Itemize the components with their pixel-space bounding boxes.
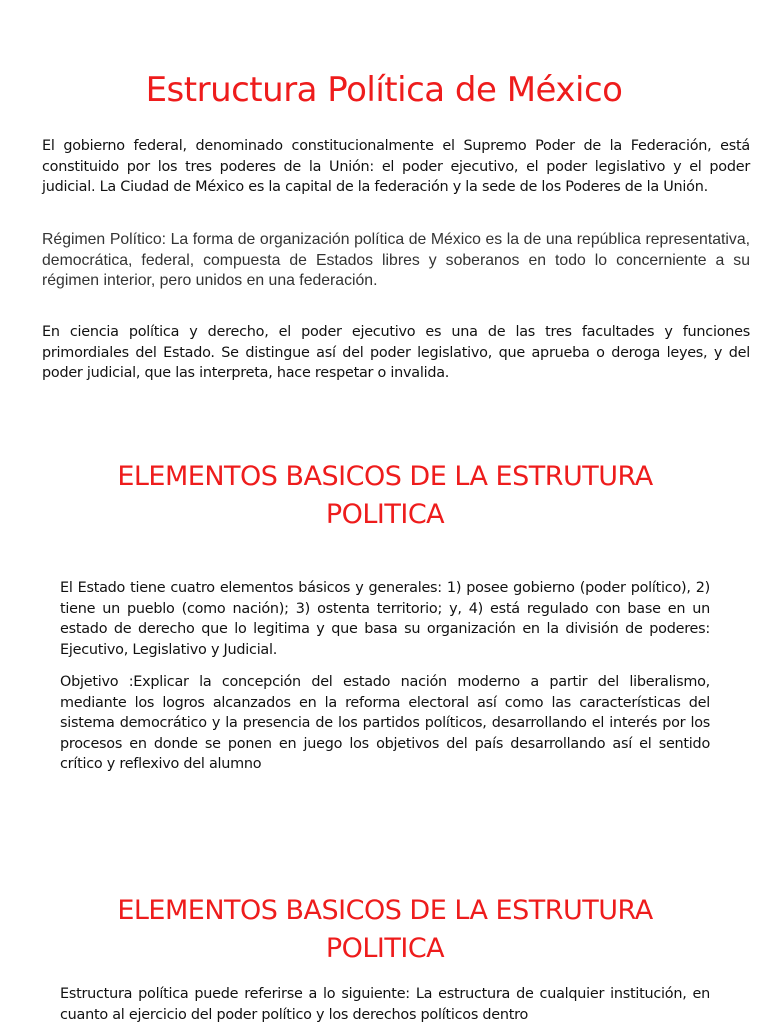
executive-power-paragraph: En ciencia política y derecho, el poder ejecutivo es una de las tres facultades y funciones primordiales del Estado. Se distingue así del poder legislativo, que aprueba o deroga leyes, y del poder judicial, que las interpreta, hace respetar o invalida. bbox=[42, 324, 750, 381]
political-regime-paragraph: Régimen Político: La forma de organización política de México es la de una república representativa, democrática, federal, compuesta de Estados libres y soberanos en todo lo concerniente a su régimen interior, pero unidos en una federación. bbox=[42, 231, 750, 289]
federal-government-paragraph: El gobierno federal, denominado constitucionalmente el Supremo Poder de la Federación, está constituido por los tres poderes de la Unión: el poder ejecutivo, el poder legislativo y el poder judicial. La Ciudad de México es la capital de la federación y la sede de los Poderes de la Unión. bbox=[42, 138, 750, 195]
section-title-basic-elements-2: ELEMENTOS BASICOS DE LA ESTRUTURA POLITICA bbox=[117, 895, 653, 964]
section-title-basic-elements: ELEMENTOS BASICOS DE LA ESTRUTURA POLITICA bbox=[117, 461, 653, 530]
page-title: Estructura Política de México bbox=[145, 70, 623, 110]
political-structure-paragraph: Estructura política puede referirse a lo siguiente: La estructura de cualquier institución, en cuanto al ejercicio del poder político y los derechos políticos dentro bbox=[60, 986, 710, 1023]
objective-paragraph: Objetivo :Explicar la concepción del estado nación moderno a partir del liberalismo, mediante los logros alcanzados en la reforma electoral así como las características del sistema democrático y la presencia de los partidos políticos, desarrollando el interés por los procesos en donde se ponen en juego los objetivos del país desarrollando así el sentido crítico y reflexivo del alumno bbox=[60, 674, 710, 772]
state-elements-paragraph: El Estado tiene cuatro elementos básicos y generales: 1) posee gobierno (poder político), 2) tiene un pueblo (como nación); 3) ostenta territorio; y, 4) está regulado con base en un estado de derecho que lo legitima y que basa su organización en la división de poderes: Ejecutivo, Legislativo y Judicial. bbox=[60, 580, 710, 658]
